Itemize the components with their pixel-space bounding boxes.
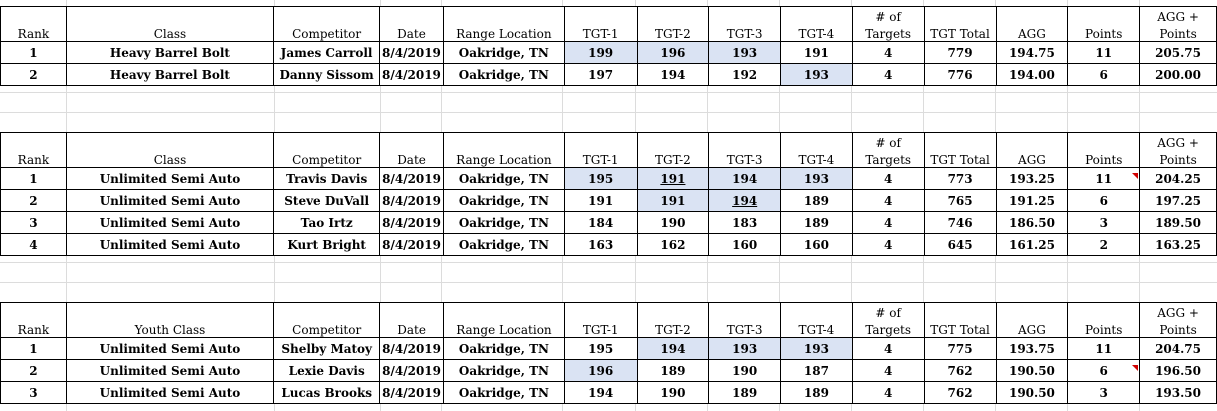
date-cell: 8/4/2019	[380, 382, 444, 404]
table-row	[1, 360, 1217, 382]
location-cell: Oakridge, TN	[444, 360, 565, 382]
location-cell: Oakridge, TN	[443, 42, 564, 64]
points-cell: 6	[1068, 190, 1140, 212]
tgt3-value: 194	[732, 193, 758, 208]
class-cell: Heavy Barrel Bolt	[66, 64, 273, 86]
col-header-targets: Targets	[852, 24, 924, 42]
tgt1-cell: 191	[564, 190, 637, 212]
grid-line	[0, 92, 1217, 93]
col-header-range-location: Range Location	[444, 320, 565, 338]
col-header-agg: AGG	[996, 320, 1068, 338]
tgt2-cell: 162	[637, 234, 709, 256]
agg-cell: 193.25	[996, 168, 1068, 190]
tgt2-cell: 191	[637, 190, 709, 212]
col-header-tgt4: TGT-4	[781, 150, 853, 168]
targets-cell: 4	[852, 212, 924, 234]
class-cell: Unlimited Semi Auto	[66, 234, 274, 256]
col-header-competitor: Competitor	[274, 150, 380, 168]
tgt3-cell: 190	[709, 360, 781, 382]
location-cell: Oakridge, TN	[443, 168, 564, 190]
tgt1-cell: 196	[564, 360, 637, 382]
header-row	[1, 320, 1217, 338]
rank-cell: 1	[1, 168, 67, 190]
grid-line	[0, 282, 1217, 283]
class-cell: Unlimited Semi Auto	[66, 190, 274, 212]
tgt2-value: 191	[660, 171, 686, 186]
col-header-agg: AGG	[996, 150, 1068, 168]
rank-cell: 3	[1, 382, 67, 404]
col-header-tgt-total: TGT Total	[924, 320, 996, 338]
aggpts-cell: 197.25	[1140, 190, 1217, 212]
col-header-tgt2: TGT-2	[637, 24, 709, 42]
col-header-tgt2: TGT-2	[637, 320, 709, 338]
results-table-heavy-barrel-bolt	[0, 6, 1217, 86]
tgt4-cell: 191	[781, 42, 853, 64]
agg-cell: 191.25	[996, 190, 1068, 212]
tgt4-cell: 160	[781, 234, 853, 256]
agg-cell: 190.50	[996, 360, 1068, 382]
tgt1-cell: 199	[564, 42, 637, 64]
tgt3-cell	[709, 190, 781, 212]
points-cell: 6	[1068, 64, 1140, 86]
tgt3-cell: 192	[709, 64, 781, 86]
header-row-top	[1, 303, 1217, 321]
col-header-tgt2: TGT-2	[637, 150, 709, 168]
total-cell: 762	[924, 382, 996, 404]
agg-cell: 194.00	[996, 64, 1068, 86]
col-header-targets-top: # of	[852, 303, 924, 321]
tgt3-cell: 160	[709, 234, 781, 256]
competitor-cell: James Carroll	[274, 42, 380, 64]
class-cell: Unlimited Semi Auto	[66, 382, 273, 404]
col-header-targets: Targets	[852, 320, 924, 338]
targets-cell: 4	[852, 234, 924, 256]
total-cell: 762	[924, 360, 996, 382]
total-cell: 775	[924, 338, 996, 360]
comment-indicator[interactable]	[1132, 365, 1138, 371]
grid-line	[0, 262, 1217, 263]
competitor-cell: Steve DuVall	[274, 190, 380, 212]
class-cell: Unlimited Semi Auto	[66, 212, 274, 234]
date-cell: 8/4/2019	[380, 212, 444, 234]
rank-cell: 4	[1, 234, 67, 256]
col-header-tgt3: TGT-3	[709, 320, 781, 338]
col-header-targets-top: # of	[852, 133, 924, 151]
table-row	[1, 382, 1217, 404]
col-header-targets-top: # of	[852, 7, 924, 25]
col-header-date: Date	[380, 320, 444, 338]
tgt4-cell: 193	[781, 64, 853, 86]
location-cell: Oakridge, TN	[443, 190, 564, 212]
col-header-tgt-total: TGT Total	[924, 24, 996, 42]
date-cell: 8/4/2019	[380, 234, 444, 256]
grid-line	[0, 112, 1217, 113]
targets-cell: 4	[852, 64, 924, 86]
tgt4-cell: 193	[781, 168, 853, 190]
date-cell: 8/4/2019	[380, 338, 444, 360]
col-header-aggpts: Points	[1140, 24, 1217, 42]
date-cell: 8/4/2019	[380, 64, 444, 86]
location-cell: Oakridge, TN	[443, 64, 564, 86]
date-cell: 8/4/2019	[380, 190, 444, 212]
header-row-top	[1, 7, 1217, 25]
total-cell: 779	[924, 42, 996, 64]
class-cell: Heavy Barrel Bolt	[66, 42, 273, 64]
header-row	[1, 24, 1217, 42]
table-row	[1, 212, 1217, 234]
date-cell: 8/4/2019	[380, 360, 444, 382]
aggpts-cell: 205.75	[1140, 42, 1217, 64]
aggpts-cell: 163.25	[1140, 234, 1217, 256]
col-header-rank: Rank	[1, 320, 67, 338]
aggpts-cell: 204.75	[1140, 338, 1217, 360]
agg-cell: 190.50	[996, 382, 1068, 404]
points-cell: 3	[1068, 212, 1140, 234]
location-cell: Oakridge, TN	[443, 234, 564, 256]
rank-cell: 1	[1, 338, 67, 360]
targets-cell: 4	[852, 168, 924, 190]
targets-cell: 4	[852, 360, 924, 382]
location-cell: Oakridge, TN	[444, 382, 565, 404]
rank-cell: 2	[1, 64, 67, 86]
total-cell: 776	[924, 64, 996, 86]
col-header-competitor: Competitor	[274, 24, 380, 42]
points-cell: 3	[1068, 382, 1140, 404]
aggpts-cell: 193.50	[1140, 382, 1217, 404]
col-header-points: Points	[1068, 24, 1140, 42]
header-row	[1, 150, 1217, 168]
col-header-points: Points	[1068, 150, 1140, 168]
targets-cell: 4	[852, 338, 924, 360]
col-header-competitor: Competitor	[274, 320, 380, 338]
points-cell: 11	[1068, 338, 1140, 360]
tgt3-cell: 193	[709, 338, 781, 360]
col-header-tgt-total: TGT Total	[924, 150, 996, 168]
tgt3-cell: 193	[709, 42, 781, 64]
col-header-tgt4: TGT-4	[781, 24, 853, 42]
results-table-youth-class	[0, 302, 1217, 404]
aggpts-cell: 204.25	[1140, 168, 1217, 190]
col-header-targets: Targets	[852, 150, 924, 168]
table-row	[1, 64, 1217, 86]
competitor-cell: Lucas Brooks	[274, 382, 380, 404]
results-table-unlimited-semi-auto	[0, 132, 1217, 256]
tgt2-cell	[637, 168, 709, 190]
tgt2-cell: 194	[637, 64, 709, 86]
targets-cell: 4	[852, 190, 924, 212]
tgt2-cell: 190	[637, 212, 709, 234]
col-header-aggpts: Points	[1140, 320, 1217, 338]
tgt4-cell: 189	[781, 382, 853, 404]
agg-cell: 161.25	[996, 234, 1068, 256]
total-cell: 746	[924, 212, 996, 234]
tgt4-cell: 189	[781, 212, 853, 234]
competitor-cell: Kurt Bright	[274, 234, 380, 256]
competitor-cell: Shelby Matoy	[274, 338, 380, 360]
tgt2-cell: 190	[637, 382, 709, 404]
agg-cell: 186.50	[996, 212, 1068, 234]
col-header-rank: Rank	[1, 24, 67, 42]
table-row	[1, 168, 1217, 190]
points-cell: 2	[1068, 234, 1140, 256]
tgt1-cell: 197	[564, 64, 637, 86]
total-cell: 765	[924, 190, 996, 212]
col-header-range-location: Range Location	[443, 150, 564, 168]
col-header-rank: Rank	[1, 150, 67, 168]
total-cell: 645	[924, 234, 996, 256]
table-row	[1, 234, 1217, 256]
targets-cell: 4	[852, 382, 924, 404]
points-cell: 6	[1068, 360, 1140, 382]
class-cell: Unlimited Semi Auto	[66, 168, 274, 190]
col-header-tgt3: TGT-3	[709, 150, 781, 168]
col-header-range-location: Range Location	[443, 24, 564, 42]
col-header-aggpts-top: AGG +	[1140, 7, 1217, 25]
tgt3-cell: 183	[709, 212, 781, 234]
rank-cell: 2	[1, 360, 67, 382]
col-header-tgt1: TGT-1	[564, 150, 637, 168]
col-header-aggpts-top: AGG +	[1140, 303, 1217, 321]
tgt2-cell: 189	[637, 360, 709, 382]
rank-cell: 3	[1, 212, 67, 234]
points-cell: 11	[1068, 168, 1140, 190]
col-header-date: Date	[380, 150, 444, 168]
header-row-top	[1, 133, 1217, 151]
col-header-aggpts: Points	[1140, 150, 1217, 168]
col-header-class: Class	[66, 150, 274, 168]
tgt1-cell: 195	[564, 338, 637, 360]
tgt1-cell: 194	[564, 382, 637, 404]
table-row	[1, 42, 1217, 64]
aggpts-cell: 196.50	[1140, 360, 1217, 382]
location-cell: Oakridge, TN	[444, 338, 565, 360]
col-header-class: Class	[66, 24, 273, 42]
tgt1-cell: 184	[564, 212, 637, 234]
tgt1-cell: 195	[564, 168, 637, 190]
tgt2-cell: 196	[637, 42, 709, 64]
tgt1-cell: 163	[564, 234, 637, 256]
col-header-tgt1: TGT-1	[564, 320, 637, 338]
tgt4-cell: 189	[781, 190, 853, 212]
competitor-cell: Tao Irtz	[274, 212, 380, 234]
table-row	[1, 190, 1217, 212]
tgt3-cell: 189	[709, 382, 781, 404]
aggpts-cell: 200.00	[1140, 64, 1217, 86]
rank-cell: 1	[1, 42, 67, 64]
tgt2-cell: 194	[637, 338, 709, 360]
col-header-points: Points	[1068, 320, 1140, 338]
points-cell: 11	[1068, 42, 1140, 64]
col-header-tgt1: TGT-1	[564, 24, 637, 42]
col-header-aggpts-top: AGG +	[1140, 133, 1217, 151]
tgt4-cell: 187	[781, 360, 853, 382]
col-header-youth-class: Youth Class	[66, 320, 273, 338]
comment-indicator[interactable]	[1132, 173, 1138, 179]
agg-cell: 194.75	[996, 42, 1068, 64]
col-header-tgt3: TGT-3	[709, 24, 781, 42]
col-header-agg: AGG	[996, 24, 1068, 42]
date-cell: 8/4/2019	[380, 42, 444, 64]
class-cell: Unlimited Semi Auto	[66, 360, 273, 382]
rank-cell: 2	[1, 190, 67, 212]
total-cell: 773	[924, 168, 996, 190]
agg-cell: 193.75	[996, 338, 1068, 360]
tgt3-cell: 194	[709, 168, 781, 190]
tgt4-cell: 193	[781, 338, 853, 360]
table-row	[1, 338, 1217, 360]
col-header-date: Date	[380, 24, 444, 42]
competitor-cell: Lexie Davis	[274, 360, 380, 382]
class-cell: Unlimited Semi Auto	[66, 338, 273, 360]
col-header-tgt4: TGT-4	[781, 320, 853, 338]
competitor-cell: Travis Davis	[274, 168, 380, 190]
competitor-cell: Danny Sissom	[274, 64, 380, 86]
aggpts-cell: 189.50	[1140, 212, 1217, 234]
targets-cell: 4	[852, 42, 924, 64]
date-cell: 8/4/2019	[380, 168, 444, 190]
location-cell: Oakridge, TN	[443, 212, 564, 234]
